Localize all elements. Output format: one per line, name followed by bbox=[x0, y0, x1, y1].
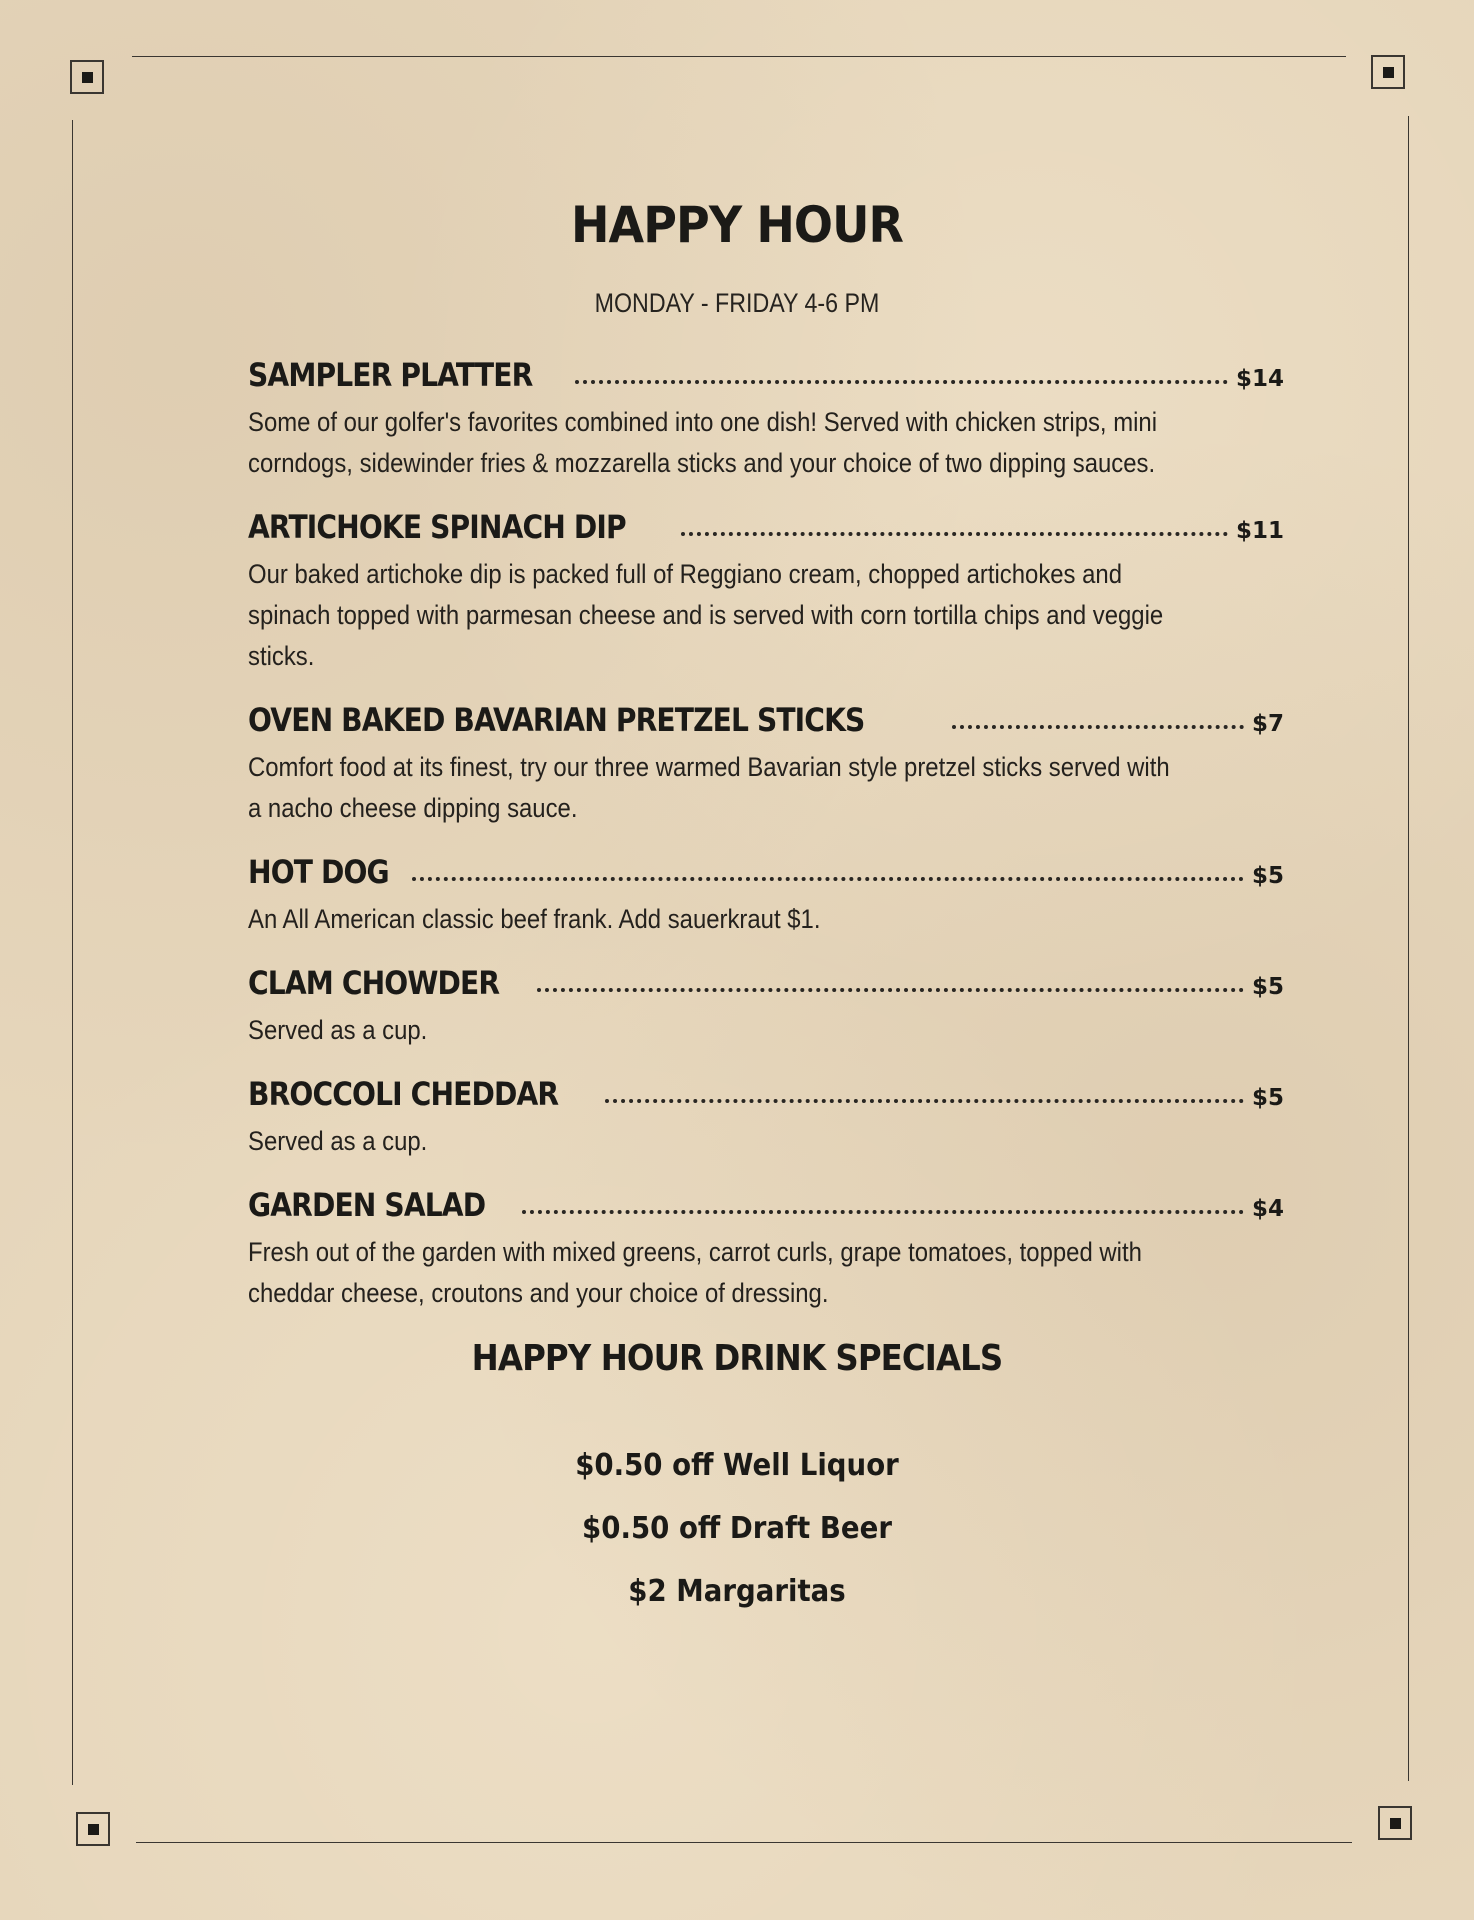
menu-item-description: Served as a cup. bbox=[248, 1126, 428, 1156]
corner-top-left-icon bbox=[70, 60, 104, 94]
dot-leader bbox=[412, 877, 1244, 881]
menu-item-garden-salad bbox=[248, 1186, 1284, 1314]
menu-item-name: OVEN BAKED BAVARIAN PRETZEL STICKS bbox=[248, 701, 865, 739]
dot-leader bbox=[952, 725, 1244, 729]
drink-special-item: $2 Margaritas bbox=[628, 1574, 846, 1609]
frame-bottom-line bbox=[136, 1842, 1352, 1843]
drink-special-item: $0.50 off Draft Beer bbox=[582, 1511, 892, 1546]
drink-specials-title: HAPPY HOUR DRINK SPECIALS bbox=[471, 1338, 1003, 1379]
menu-item-name: HOT DOG bbox=[248, 853, 389, 891]
menu-item-header bbox=[248, 356, 1284, 400]
drink-specials-list bbox=[0, 1444, 1474, 1633]
dot-leader bbox=[605, 1099, 1244, 1103]
menu-item-header bbox=[248, 508, 1284, 552]
menu-item-name: BROCCOLI CHEDDAR bbox=[248, 1075, 559, 1113]
menu-item-name: CLAM CHOWDER bbox=[248, 964, 500, 1002]
menu-hours: MONDAY - FRIDAY 4-6 PM bbox=[594, 288, 880, 318]
menu-item-description: An All American classic beef frank. Add sauerkraut $1. bbox=[248, 904, 821, 934]
menu-item-header bbox=[248, 853, 1284, 897]
menu-item-artichoke-spinach-dip bbox=[248, 508, 1284, 677]
menu-item-broccoli-cheddar bbox=[248, 1075, 1284, 1162]
menu-item-price: $7 bbox=[1251, 711, 1284, 737]
menu-item-description: Served as a cup. bbox=[248, 1015, 428, 1045]
menu-list bbox=[248, 356, 1284, 1338]
dot-leader bbox=[537, 988, 1244, 992]
corner-top-right-icon bbox=[1371, 55, 1405, 89]
menu-item-header bbox=[248, 1186, 1284, 1230]
menu-item-price: $11 bbox=[1235, 518, 1284, 544]
frame-top-line bbox=[132, 56, 1346, 57]
menu-item-name: SAMPLER PLATTER bbox=[248, 356, 533, 394]
menu-item-header bbox=[248, 701, 1284, 745]
menu-item-pretzel-sticks bbox=[248, 701, 1284, 829]
menu-item-price: $4 bbox=[1251, 1196, 1284, 1222]
menu-item-price: $5 bbox=[1251, 974, 1284, 1000]
menu-item-sampler-platter bbox=[248, 356, 1284, 484]
dot-leader bbox=[522, 1210, 1244, 1214]
dot-leader bbox=[681, 532, 1228, 536]
menu-item-header bbox=[248, 1075, 1284, 1119]
menu-item-description: Comfort food at its finest, try our three warmed Bavarian style pretzel sticks served with a nacho cheese dipping sauce. bbox=[248, 752, 1170, 823]
menu-item-description: Some of our golfer's favorites combined into one dish! Served with chicken strips, mini corndogs, sidewinder fries & mozzarella sticks and your choice of two dipping sauces. bbox=[248, 407, 1158, 478]
menu-item-price: $14 bbox=[1235, 366, 1284, 392]
menu-item-description: Our baked artichoke dip is packed full of Reggiano cream, chopped artichokes and spinach topped with parmesan cheese and is served with corn tortilla chips and veggie sticks. bbox=[248, 559, 1164, 671]
menu-item-price: $5 bbox=[1251, 863, 1284, 889]
drink-special-item: $0.50 off Well Liquor bbox=[575, 1448, 899, 1483]
menu-item-hot-dog bbox=[248, 853, 1284, 940]
menu-title: HAPPY HOUR bbox=[570, 196, 904, 254]
menu-item-clam-chowder bbox=[248, 964, 1284, 1051]
corner-bottom-left-icon bbox=[76, 1812, 110, 1846]
menu-item-header bbox=[248, 964, 1284, 1008]
dot-leader bbox=[575, 380, 1228, 384]
menu-item-name: ARTICHOKE SPINACH DIP bbox=[248, 508, 626, 546]
menu-item-name: GARDEN SALAD bbox=[248, 1186, 486, 1224]
menu-item-description: Fresh out of the garden with mixed greens, carrot curls, grape tomatoes, topped with cheddar cheese, croutons and your choice of dressing. bbox=[248, 1237, 1142, 1308]
menu-item-price: $5 bbox=[1251, 1085, 1284, 1111]
corner-bottom-right-icon bbox=[1378, 1806, 1412, 1840]
